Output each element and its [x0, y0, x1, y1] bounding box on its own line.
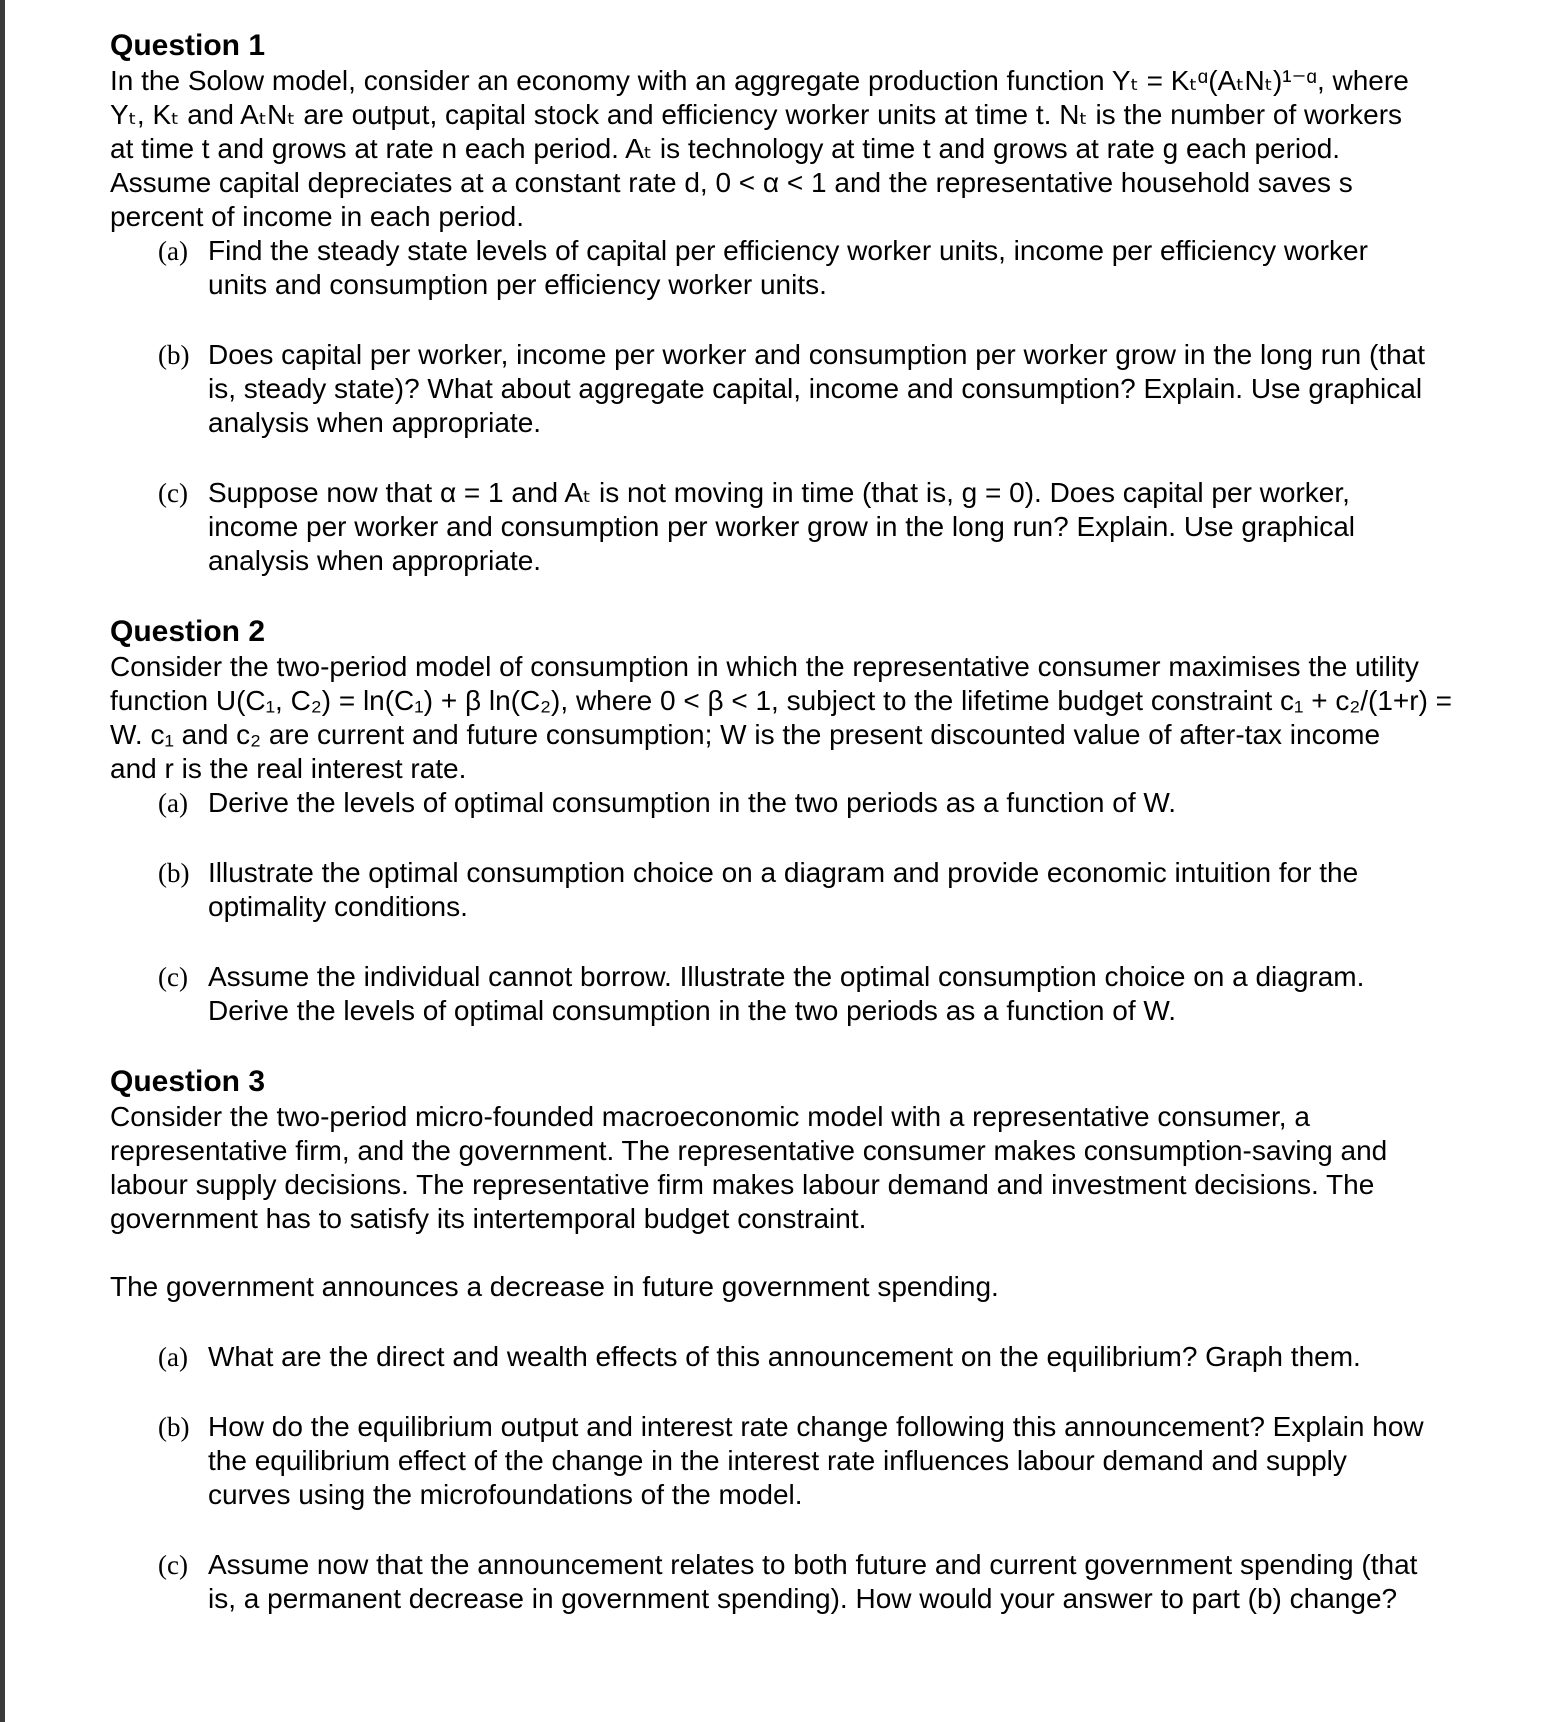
question-2-part-b [158, 856, 1510, 924]
part-label: (a) [158, 1342, 188, 1372]
question-3-intro: Consider the two-period micro-founded macroeconomic model with a representative consumer, a representative firm, and the government. The representative consumer makes consumption-saving and labour supply decisions. The representative firm makes labour demand and investment decisions. The government has to satisfy its intertemporal budget constraint. [110, 1101, 1388, 1234]
question-1-part-b [158, 338, 1510, 440]
question-2-title: Question 2 [110, 615, 266, 648]
part-label: (a) [158, 788, 188, 818]
part-text: How do the equilibrium output and interest rate change following this announcement? Explain how the equilibrium effect of the change in the interest rate influences labour demand and supply curves using the microfoundations of the model. [208, 1411, 1424, 1510]
question-3-part-a [158, 1340, 1510, 1374]
document-page [110, 28, 1510, 1616]
question-1-part-c [158, 476, 1510, 578]
question-1-intro: In the Solow model, consider an economy with an aggregate production function Yₜ = Kₜᵅ(AₜNₜ)¹⁻ᵅ, where Yₜ, Kₜ and AₜNₜ are output, capital stock and efficiency worker units at time t. Nₜ is the number of workers at time t and grows at rate n each period. Aₜ is technology at time t and grows at rate g each period. Assume capital depreciates at a constant rate d, 0 < α < 1 and the representative household saves s percent of income in each period. [110, 65, 1409, 232]
part-text: Assume the individual cannot borrow. Illustrate the optimal consumption choice on a diagram. Derive the levels of optimal consumption in the two periods as a function of W. [208, 961, 1365, 1026]
part-text: Does capital per worker, income per worker and consumption per worker grow in the long run (that is, steady state)? What about aggregate capital, income and consumption? Explain. Use graphical analysis when appropriate. [208, 339, 1426, 438]
page-left-border [0, 0, 5, 1722]
part-label: (c) [158, 478, 188, 508]
question-2 [110, 614, 1510, 1028]
question-3 [110, 1064, 1510, 1616]
part-label: (c) [158, 962, 188, 992]
part-label: (b) [158, 1412, 190, 1442]
question-1 [110, 28, 1510, 578]
question-1-title: Question 1 [110, 29, 266, 62]
question-3-announcement: The government announces a decrease in future government spending. [110, 1271, 999, 1302]
question-3-title: Question 3 [110, 1065, 266, 1098]
part-text: Suppose now that α = 1 and Aₜ is not moving in time (that is, g = 0). Does capital per worker, income per worker and consumption per worker grow in the long run? Explain. Use graphical analysis when appropriate. [208, 477, 1356, 576]
part-label: (c) [158, 1550, 188, 1580]
question-2-part-a [158, 786, 1510, 820]
part-text: Assume now that the announcement relates to both future and current government spending (that is, a permanent decrease in government spending). How would your answer to part (b) change? [208, 1549, 1418, 1614]
part-text: What are the direct and wealth effects of this announcement on the equilibrium? Graph them. [208, 1341, 1361, 1372]
question-2-part-c [158, 960, 1510, 1028]
part-label: (a) [158, 236, 188, 266]
part-text: Illustrate the optimal consumption choice on a diagram and provide economic intuition for the optimality conditions. [208, 857, 1359, 922]
question-3-part-c [158, 1548, 1510, 1616]
question-3-part-b [158, 1410, 1510, 1512]
part-text: Find the steady state levels of capital per efficiency worker units, income per efficiency worker units and consumption per efficiency worker units. [208, 235, 1368, 300]
part-label: (b) [158, 858, 190, 888]
question-2-intro: Consider the two-period model of consumption in which the representative consumer maximises the utility function U(C₁, C₂) = ln(C₁) + β ln(C₂), where 0 < β < 1, subject to the lifetime budget constraint c₁ + c₂/(1+r) = W. c₁ and c₂ are current and future consumption; W is the present discounted value of after-tax income and r is the real interest rate. [110, 651, 1453, 784]
part-label: (b) [158, 340, 190, 370]
part-text: Derive the levels of optimal consumption in the two periods as a function of W. [208, 787, 1177, 818]
question-1-part-a [158, 234, 1510, 302]
